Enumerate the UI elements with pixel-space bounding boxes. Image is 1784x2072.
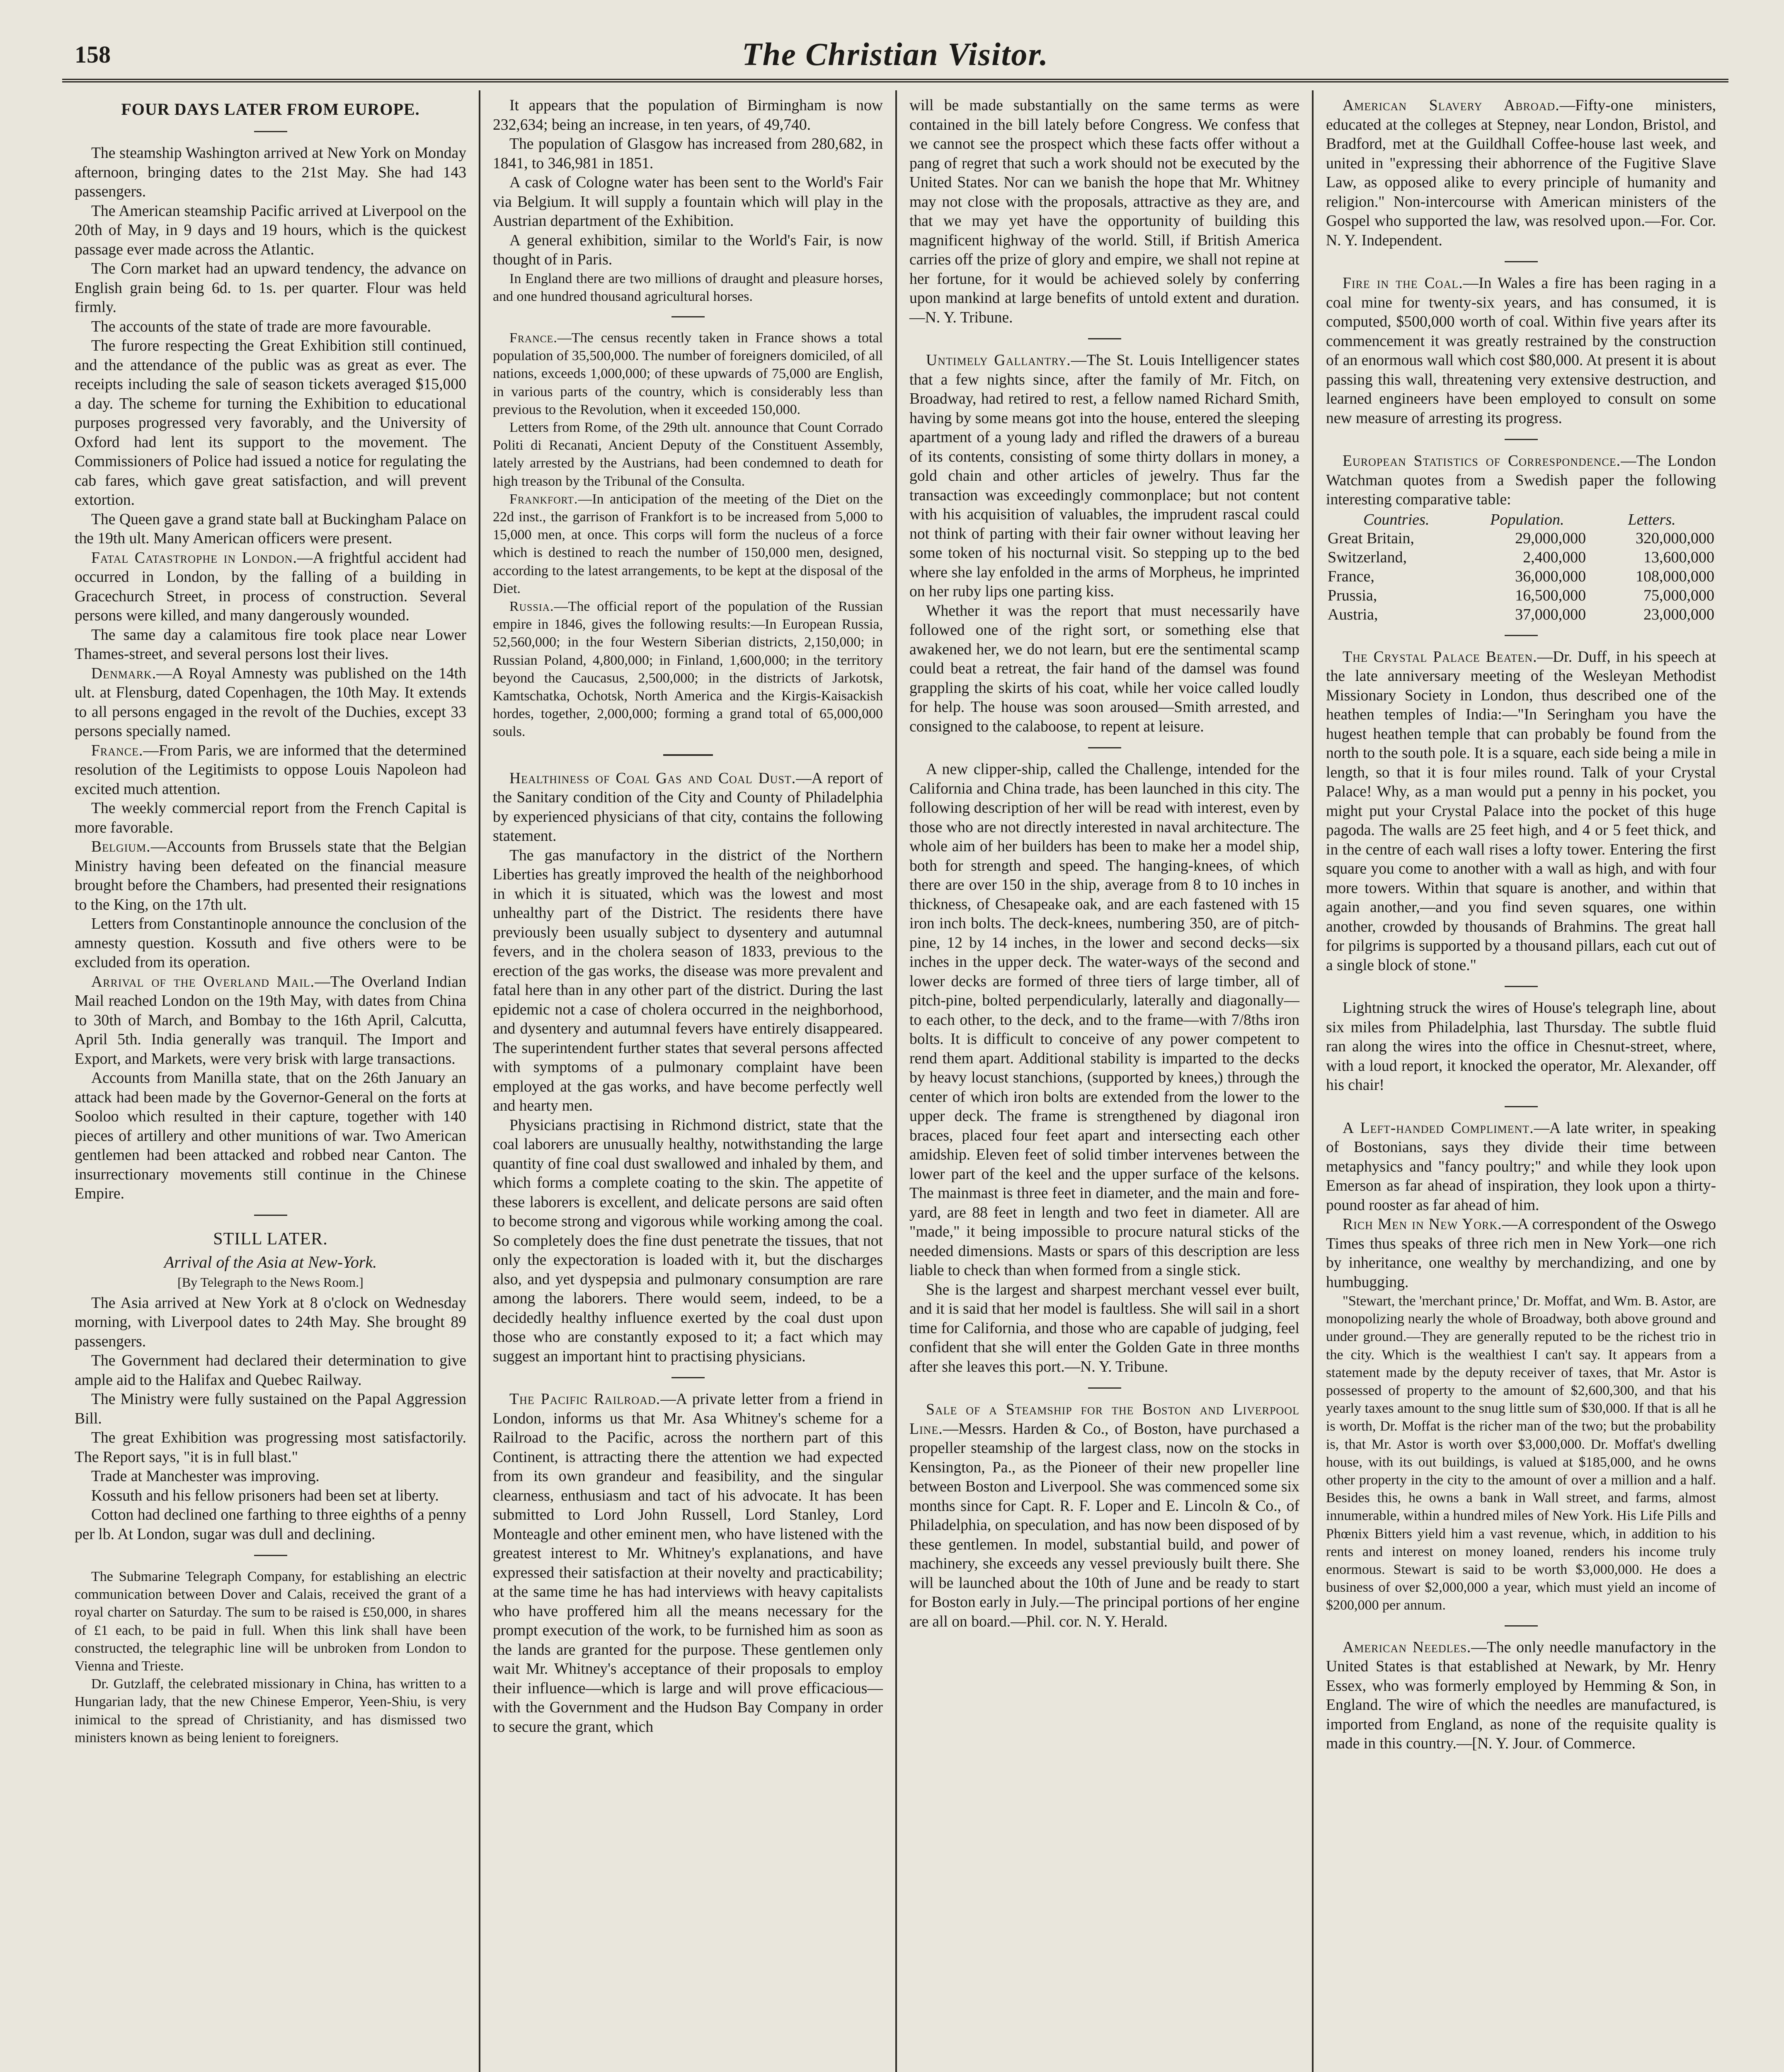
paragraph: The furore respecting the Great Exhibition still continued, and the attendance of the public was as great as ever. The receipts including the sale of season tickets averaged $15,000 a day. The scheme for turning the Exhibition to educational purposes progressed very favorably, and the University of Oxford had lent its support to the movement. The Commissioners of Police had issued a notice for regulating the cab fares, which gave great satisfaction, and will prevent extortion. bbox=[75, 337, 466, 508]
column-header: Population. bbox=[1490, 511, 1564, 528]
paragraph: Accounts from Manilla state, that on the 26th January an attack had been made by the Governor-General on the forts at Sooloo which resulted in their capture, together with 140 pieces of artillery and other munitions of war. Two American gentlemen had been attacked and robbed near Canton. The insurrectionary movements still continue in the Chinese Empire. bbox=[75, 1070, 466, 1202]
article bbox=[493, 329, 883, 419]
divider bbox=[1505, 439, 1538, 440]
paragraph: Dr. Gutzlaff, the celebrated missionary in China, has written to a Hungarian lady, that the new Chinese Emperor, Yeen-Shiu, is very inimical to the spread of Christianity, and has dismissed two ministers known as being lenient to foreigners. bbox=[75, 1676, 466, 1745]
article bbox=[75, 838, 466, 915]
article bbox=[1326, 96, 1716, 250]
paragraph: The Ministry were fully sustained on the Papal Aggression Bill. bbox=[75, 1391, 466, 1427]
paragraph: Physicians practising in Richmond district, state that the coal laborers are unusually healthy, notwithstanding the large quantity of fine coal dust swallowed and inhaled by them, and which forms a complete coating to the skin. The appetite of these laborers is excellent, and delicate persons are said often to become strong and vigorous while working among the coal. So completely does the fine dust penetrate the tissues, that not only the expectoration is loaded with it, but the discharges also, and yet dyspepsia and pulmonary consumption are rare among the laborers. There would seem, indeed, to be a decidedly healthy influence exerted by the coal dust upon those who are constantly exposed to it; a fact which may suggest an important hint to practising physicians. bbox=[493, 1116, 883, 1365]
paragraph: The Queen gave a grand state ball at Buckingham Palace on the 19th ult. Many American officers were present. bbox=[75, 511, 466, 547]
article-heading: Belgium. bbox=[91, 838, 151, 855]
table-cell: 108,000,000 bbox=[1636, 567, 1714, 585]
article-body: —The London Watchman quotes from a Swedish paper the following interesting comparative table: bbox=[1326, 453, 1716, 508]
divider bbox=[254, 1215, 287, 1216]
article-heading: Rich Men in New York. bbox=[1343, 1216, 1502, 1233]
article-body: —Dr. Duff, in his speech at the late anniversary meeting of the Wesleyan Methodist Missionary Society in London, thus described one of the heathen temples of India:—"In Seringham you have the hugest heathen temple that can probably be found from the north to the south pole. It is a square, each side being a mile in length, so that it is four miles round. Talk of your Crystal Palace! Why, as a man would put a penny in his pocket, you might put your Crystal Palace into the pocket of this huge pagoda. The walls are 25 feet high, and 4 or 5 feet thick, and in the centre of each wall rises a lofty tower. Entering the first square you come to another with a wall as high, and with four more towers. Within that square is another, and within that again another,—and you find seven squares, one within another, crowded by thousands of Brahmins. The great hall for pilgrims is supported by a thousand pillars, each cut out of a single block of stone." bbox=[1326, 648, 1716, 974]
table-cell: 13,600,000 bbox=[1643, 548, 1714, 566]
article-body: —Accounts from Brussels state that the Belgian Ministry having been defeated on the financial measure brought before the Chambers, had presented their resignations to the King, on the 17th ult. bbox=[75, 838, 466, 913]
article bbox=[1326, 1215, 1716, 1292]
divider bbox=[663, 754, 713, 756]
table-row bbox=[1326, 529, 1716, 548]
table-row bbox=[1326, 605, 1716, 624]
paragraph: It appears that the population of Birmingham is now 232,634; being an increase, in ten years, of 49,740. bbox=[493, 97, 883, 133]
article bbox=[1326, 1119, 1716, 1215]
article-body: —The census recently taken in France shows a total population of 35,500,000. The number of foreigners domiciled, of all nations, exceeds 1,000,000; of these upwards of 75,000 are English, in various parts of the country, which is considerably less than previous to the Revolution, when it exceeded 150,000. bbox=[493, 330, 883, 417]
article bbox=[909, 1400, 1299, 1631]
column-3 bbox=[895, 90, 1312, 2072]
article-heading: American Needles. bbox=[1343, 1639, 1471, 1656]
article-heading: Frankfort. bbox=[509, 491, 578, 507]
article-heading: Arrival of the Overland Mail. bbox=[91, 973, 315, 990]
divider bbox=[254, 131, 287, 132]
paragraph: The great Exhibition was progressing most satisfactorily. The Report says, "it is in full blast." bbox=[75, 1429, 466, 1466]
paragraph: will be made substantially on the same terms as were contained in the bill lately before Congress. We confess that we cannot see the prospect which these facts offer without a pang of regret that such a work should not be executed by the United States. Nor can we banish the hope that Mr. Whitney may not close with the proposals, attractive as they are, and that we may yet have the opportunity of building this magnificent highway of the world. Still, if British America carries off the prize of glory and empire, we shall not repine at her fortune, for it would be achieved solely by conferring upon mankind at large benefits of untold extent and duration.—N. Y. Tribune. bbox=[909, 97, 1299, 326]
article-heading: France. bbox=[509, 330, 558, 346]
article-heading: Healthiness of Coal Gas and Coal Dust. bbox=[509, 770, 796, 787]
paragraph: Trade at Manchester was improving. bbox=[91, 1468, 320, 1485]
divider bbox=[1505, 986, 1538, 987]
article-body: —The official report of the population of the Russian empire in 1846, gives the following results:—In European Russia, 52,560,000; in the four Western Siberian districts, 2,150,000; in Russian Poland, 4,800,000; in Finland, 1,600,000; in the territory beyond the Caucasus, 2,500,000; in the districts of Jarkotsk, Kamtschatka, Ochotsk, North America and the Kirgis-Kaisackish hordes, together, 2,000,000; forming a grand total of 65,000,000 souls. bbox=[493, 598, 883, 740]
telegraph-note: [By Telegraph to the News Room.] bbox=[177, 1274, 364, 1290]
divider bbox=[671, 1377, 705, 1378]
table-cell: 23,000,000 bbox=[1643, 605, 1714, 623]
article bbox=[75, 549, 466, 626]
paragraph: The population of Glasgow has increased from 280,682, in 1841, to 346,981 in 1851. bbox=[493, 136, 883, 172]
article-body: —The only needle manufactory in the United States is that established at Newark, by Mr. Henry Essex, who was formerly employed by Hemming & Son, in England. The wire of which the needles are manufactured, is imported from England, as none of the requisite quality is made in this country.—[N. Y. Jour. of Commerce. bbox=[1326, 1639, 1716, 1752]
column-4 bbox=[1312, 90, 1728, 2072]
table-header-row bbox=[1326, 511, 1716, 529]
article-heading: Denmark. bbox=[91, 665, 157, 682]
paragraph: The weekly commercial report from the French Capital is more favorable. bbox=[75, 800, 466, 836]
table-cell: Prussia, bbox=[1328, 586, 1377, 604]
article-body: —A late writer, in speaking of Bostonians, says they divide their time between metaphysics and "fancy poultry;" and while they look upon Emerson as far ahead of inspiration, they look upon a thirty-pound rooster as far ahead of him. bbox=[1326, 1119, 1716, 1214]
paragraph: The Government had declared their determination to give ample aid to the Halifax and Quebec Railway. bbox=[75, 1352, 466, 1389]
paragraph: She is the largest and sharpest merchant vessel ever built, and it is said that her model is faultless. She will sail in a short time for California, and those who are capable of judging, feel confident that she will enter the Golden Gate in three months after she leaves this port.—N. Y. Tribune. bbox=[909, 1281, 1299, 1375]
article bbox=[1326, 274, 1716, 428]
paragraph: A new clipper-ship, called the Challenge, intended for the California and China trade, has been launched in this city. The following description of her will be read with interest, even by those who are not directly interested in naval architecture. The whole aim of her builders has been to make her a model ship, both for strength and speed. The hanging-knees, of which there are over 150 in the ship, average from 8 to 10 inches in thickness, of Chesapeake oak, and are each fastened with 15 iron inch bolts. The deck-knees, numbering 350, are of pitch-pine, 12 by 14 inches, in the lower and second decks—six inches in the upper deck. The water-ways of the second and lower decks are formed of three tiers of large timber, all of pitch-pine, bolted perpendicularly, laterally and diagonally—to each other, to the deck, and to the frame—with 7/8ths iron bolts. It is difficult to conceive of any power competent to rend them apart. Additional stability is imparted to the decks by heavy locust stanchions, (supported by knees,) through the center of which iron bolts are extended from the lower to the upper deck. The frame is strengthened by diagonal iron braces, placed four feet apart and intersecting each other amidship. Eleven feet of solid timber intervenes between the lower part of the keel and the upper surface of the kelsons. The mainmast is three feet in diameter, and the main and fore-yard, are 88 feet in length and two feet in diameter. All are "made," it being impossible to procure natural sticks of the needed dimensions. Masts or spars of this description are less liable to check than when formed from a single stick. bbox=[909, 761, 1299, 1279]
paragraph: The gas manufactory in the district of the Northern Liberties has greatly improved the health of the neighborhood in which it is situated, which was the lowest and most unhealthy part of the District. The residents there have previously been usually subject to dysentery and autumnal fevers, and in the cholera season of 1833, previous to the erection of the gas works, the disease was more prevalent and fatal here than in any other part of the district. During the last epidemic not a case of cholera occurred in the neighborhood, and dysentery and autumnal fevers have entirely disappeared. The superintendent further states that several persons affected with symptoms of a pulmonary complaint have been employed at the gas works, and have become perfectly well and hearty men. bbox=[493, 847, 883, 1115]
divider bbox=[671, 316, 705, 317]
masthead-bar bbox=[62, 36, 1728, 82]
statistics-table bbox=[1326, 511, 1716, 624]
paragraph: "Stewart, the 'merchant prince,' Dr. Moffat, and Wm. B. Astor, are monopolizing nearly the whole of Broadway, both above ground and under ground.—They are generally reputed to be the richest trio in the city. Which is the wealthiest I can't say. It appears from a statement made by the deputy receiver of taxes, that Mr. Astor is possessed of property to the amount of $2,600,300, and that his yearly taxes amount to the snug little sum of $30,000. If that is all he is worth, Dr. Moffat is the richer man of the two; but the probability is, that Mr. Astor is worth over $3,000,000. Dr. Moffat's dwelling house, with its out buildings, is valued at $185,000, and he owns other property in the city to the amount of over a million and a half. Besides this, he owns a bank in Wall street, and farms, almost innumerable, within a hundred miles of New York. His Life Pills and Phœnix Bitters yield him a vast revenue, which, in addition to his rents and interest on money loaned, renders his income truly enormous. Stewart is said to be worth $3,000,000. He does a business of over $2,000,000 a year, which must yield an income of $200,000 per annum. bbox=[1326, 1293, 1716, 1613]
article-body: —A report of the Sanitary condition of the City and County of Philadelphia by experienced physicians of that city, contains the following statement. bbox=[493, 770, 883, 845]
article-heading: The Pacific Railroad. bbox=[509, 1391, 661, 1408]
paragraph: Letters from Rome, of the 29th ult. announce that Count Corrado Politi di Recanati, Ancient Deputy of the Constituent Assembly, lately arrested by the Austrians, had been condemned to death for high treason by the Tribunal of the Consulta. bbox=[493, 419, 883, 489]
paragraph: In England there are two millions of draught and pleasure horses, and one hundred thousand agricultural horses. bbox=[493, 271, 883, 304]
article-title-europe: FOUR DAYS LATER FROM EUROPE. bbox=[121, 100, 420, 119]
article-body: —A Royal Amnesty was published on the 14th ult. at Flensburg, dated Copenhagen, the 10th May. It extends to all persons engaged in the revolt of the Duchies, except 33 persons specially named. bbox=[75, 665, 466, 740]
article bbox=[1326, 452, 1716, 510]
article bbox=[75, 973, 466, 1069]
article-heading: Fatal Catastrophe in London. bbox=[91, 549, 297, 566]
divider bbox=[1088, 338, 1121, 339]
article bbox=[75, 741, 466, 799]
article-body: —A frightful accident had occurred in London, by the falling of a building in Gracechurch Street, in process of construction. Several persons were killed, and many dangerously wounded. bbox=[75, 549, 466, 624]
page-number: 158 bbox=[75, 41, 111, 68]
article-heading: France. bbox=[91, 742, 143, 759]
table-cell: Great Britain, bbox=[1328, 529, 1414, 547]
table-cell: 16,500,000 bbox=[1515, 586, 1586, 604]
table-cell: 36,000,000 bbox=[1515, 567, 1586, 585]
article-body: —In anticipation of the meeting of the Diet on the 22d inst., the garrison of Frankfort is to be increased from 5,000 to 15,000 men, at once. This corps will form the nucleus of a force which is destined to reach the number of 150,000 men, designed, according to the latest arrangements, to be kept at the disposal of the Diet. bbox=[493, 491, 883, 596]
divider bbox=[1088, 1387, 1121, 1389]
article-heading: Fire in the Coal. bbox=[1343, 275, 1463, 292]
article-body: —A private letter from a friend in London, informs us that Mr. Asa Whitney's scheme for a Railroad to the Pacific, across the northern part of this Continent, is attracting there the attention we had expected from its own grandeur and feasibility, and the singular clearness, enthusiasm and tact of his advocate. It has been submitted to Lord John Russell, Lord Stanley, Lord Monteagle and other eminent men, who have listened with the greatest interest to Mr. Whitney's explanations, and have expressed their satisfaction at their novelty and practicability; at the same time he has had interviews with heavy capitalists who have proffered him all the means necessary for the prompt execution of the work, to be furnished him as soon as the lands are granted for the purpose. These gentlemen only wait Mr. Whitney's acceptance of their proposals to employ their influence—which is large and will prove efficacious—with the Government and the Hudson Bay Company in order to secure the grant, which bbox=[493, 1391, 883, 1736]
still-later-subtitle: Arrival of the Asia at New-York. bbox=[164, 1252, 377, 1271]
paragraph: The steamship Washington arrived at New York on Monday afternoon, bringing dates to the 21st May. She had 143 passengers. bbox=[75, 145, 466, 200]
article bbox=[493, 598, 883, 741]
article-heading: Sale of a Steamship for the Boston and Liverpool Line. bbox=[909, 1401, 1299, 1438]
paragraph: Letters from Constantinople announce the conclusion of the amnesty question. Kossuth and five others were to be excluded from its operation. bbox=[75, 915, 466, 971]
table-row bbox=[1326, 548, 1716, 567]
table-cell: Switzerland, bbox=[1328, 548, 1407, 566]
article-heading: A Left-handed Compliment. bbox=[1343, 1119, 1534, 1137]
paragraph: A cask of Cologne water has been sent to the World's Fair via Belgium. It will supply a fountain which will play in the Austrian department of the Exhibition. bbox=[493, 174, 883, 230]
article bbox=[493, 769, 883, 846]
article-heading: Untimely Gallantry. bbox=[926, 352, 1071, 369]
article bbox=[493, 1390, 883, 1737]
table-cell: 320,000,000 bbox=[1636, 529, 1714, 547]
article-heading: American Slavery Abroad. bbox=[1343, 97, 1560, 114]
paragraph: A general exhibition, similar to the World's Fair, is now thought of in Paris. bbox=[493, 232, 883, 268]
divider bbox=[1505, 1106, 1538, 1107]
paragraph: The American steamship Pacific arrived at Liverpool on the 20th of May, in 9 days and 19 hours, which is the quickest passage ever made across the Atlantic. bbox=[75, 202, 466, 258]
article bbox=[75, 664, 466, 741]
table-cell: 75,000,000 bbox=[1643, 586, 1714, 604]
table-cell: France, bbox=[1328, 567, 1374, 585]
paragraph: The same day a calamitous fire took place near Lower Thames-street, and several persons lost their lives. bbox=[75, 626, 466, 663]
table-row bbox=[1326, 586, 1716, 605]
article-body: —Messrs. Harden & Co., of Boston, have purchased a propeller steamship of the largest class, now on the stocks in Kensington, Pa., as the Pioneer of their new propeller line between Boston and Liverpool. She was commenced some six months since for Capt. R. F. Loper and E. Lincoln & Co., of Philadelphia, on speculation, and has now been disposed of by these gentlemen. In model, substantial build, and power of machinery, she exceeds any vessel previously built there. She will be launched about the 10th of June and be ready to start for Boston early in July.—The principal portions of her engine are all on board.—Phil. cor. N. Y. Herald. bbox=[909, 1420, 1299, 1630]
paragraph: Lightning struck the wires of House's telegraph line, about six miles from Philadelphia, last Thursday. The subtle fluid ran along the wires into the office in Chesnut-street, where, with a loud report, it knocked the operator, Mr. Alexander, off his chair! bbox=[1326, 1000, 1716, 1094]
article-body: —From Paris, we are informed that the determined resolution of the Legitimists to oppose Louis Napoleon had excited much attention. bbox=[75, 742, 466, 798]
article-heading: The Crystal Palace Beaten. bbox=[1343, 648, 1537, 666]
table-cell: 29,000,000 bbox=[1515, 529, 1586, 547]
column-header: Letters. bbox=[1628, 511, 1676, 528]
article-body: —The Overland Indian Mail reached London on the 19th May, with dates from China to 30th of March, and Bombay to the 16th April, Calcutta, April 5th. India generally was tranquil. The Import and Export, and Markets, were very brisk with large transactions. bbox=[75, 973, 467, 1067]
paragraph: The Submarine Telegraph Company, for establishing an electric communication between Dover and Calais, received the grant of a royal charter on Saturday. The sum to be raised is £50,000, in shares of £1 each, to be paid in full. When this link shall have been constructed, the telegraphic line will be unbroken from London to Vienna and Trieste. bbox=[75, 1569, 466, 1674]
article-body: —The St. Louis Intelligencer states that a few nights since, after the family of Mr. Fitch, on Broadway, had retired to rest, a fellow named Richard Smith, having by some means got into the house, entered the sleeping apartment of a young lady and rifled the drawers of a bureau of its contents, consisting of some thirty dollars in money, a gold chain and other articles of jewelry. Thus far the transaction was exceedingly commonplace; but not content with his acquisition of valuables, the imprudent rascal could not think of parting with their fair owner without leaving her some token of his nocturnal visit. So stepping up to the bed where she lay enfolded in the arms of Morpheus, he imprinted on her ruby lips one parting kiss. bbox=[909, 352, 1299, 600]
table-row bbox=[1326, 567, 1716, 586]
masthead-title: The Christian Visitor. bbox=[742, 36, 1049, 72]
article-body: —A correspondent of the Oswego Times thus speaks of three rich men in New York—one rich by inheritance, one wealthy by merchandizing, and one by humbugging. bbox=[1326, 1216, 1716, 1291]
column-1 bbox=[62, 90, 479, 2072]
paragraph: The Asia arrived at New York at 8 o'clock on Wednesday morning, with Liverpool dates to 24th May. She brought 89 passengers. bbox=[75, 1294, 466, 1350]
table-cell: Austria, bbox=[1328, 605, 1378, 623]
article bbox=[1326, 1638, 1716, 1754]
table-cell: 2,400,000 bbox=[1523, 548, 1586, 566]
table-cell: 37,000,000 bbox=[1515, 605, 1586, 623]
paragraph: Cotton had declined one farthing to three eighths of a penny per lb. At London, sugar was dull and declining. bbox=[75, 1506, 466, 1543]
paragraph: The Corn market had an upward tendency, the advance on English grain being 6d. to 1s. per quarter. Flour was held firmly. bbox=[75, 260, 466, 316]
article bbox=[909, 351, 1299, 602]
divider bbox=[254, 1555, 287, 1556]
still-later-title: STILL LATER. bbox=[213, 1229, 328, 1249]
column-header: Countries. bbox=[1363, 511, 1430, 528]
article-heading: European Statistics of Correspondence. bbox=[1343, 453, 1621, 470]
divider bbox=[1088, 747, 1121, 748]
divider bbox=[1505, 635, 1538, 636]
paragraph: Kossuth and his fellow prisoners had been set at liberty. bbox=[91, 1487, 439, 1504]
paragraph: Whether it was the report that must necessarily have followed one of the right sort, or something else that awakened her, we do not learn, but ere the sentimental scamp could beat a retreat, the fair hand of the damsel was found grappling the skirts of his coat, while her voice called loudly for help. The house was soon aroused—Smith arrested, and consigned to the calaboose, to repent at leisure. bbox=[909, 602, 1299, 735]
columns bbox=[62, 90, 1728, 2072]
article bbox=[493, 490, 883, 598]
article-body: —In Wales a fire has been raging in a coal mine for twenty-six years, and has consumed, it is computed, $500,000 worth of coal. Within five years after its commencement it was greatly restrained by the construction of an enormous wall which cost $80,000. At present it is about passing this wall, threatening very extensive destruction, and learned engineers have been employed to consult on some new measure of arresting its progress. bbox=[1326, 275, 1716, 427]
divider bbox=[1505, 261, 1538, 262]
article-heading: Russia. bbox=[509, 598, 554, 614]
article-body: —Fifty-one ministers, educated at the colleges at Stepney, near London, Bristol, and Bradford, met at the Guildhall Coffee-house last week, and united in "expressing their abhorrence of the Fugitive Slave Law, as opposed alike to every principle of humanity and religion." Non-intercourse with American ministers of the Gospel who supported the law, was resolved upon.—For. Cor. N. Y. Independent. bbox=[1326, 97, 1716, 249]
paragraph: The accounts of the state of trade are more favourable. bbox=[91, 318, 431, 335]
article bbox=[1326, 648, 1716, 975]
divider bbox=[1505, 1625, 1538, 1627]
column-2 bbox=[479, 90, 895, 2072]
